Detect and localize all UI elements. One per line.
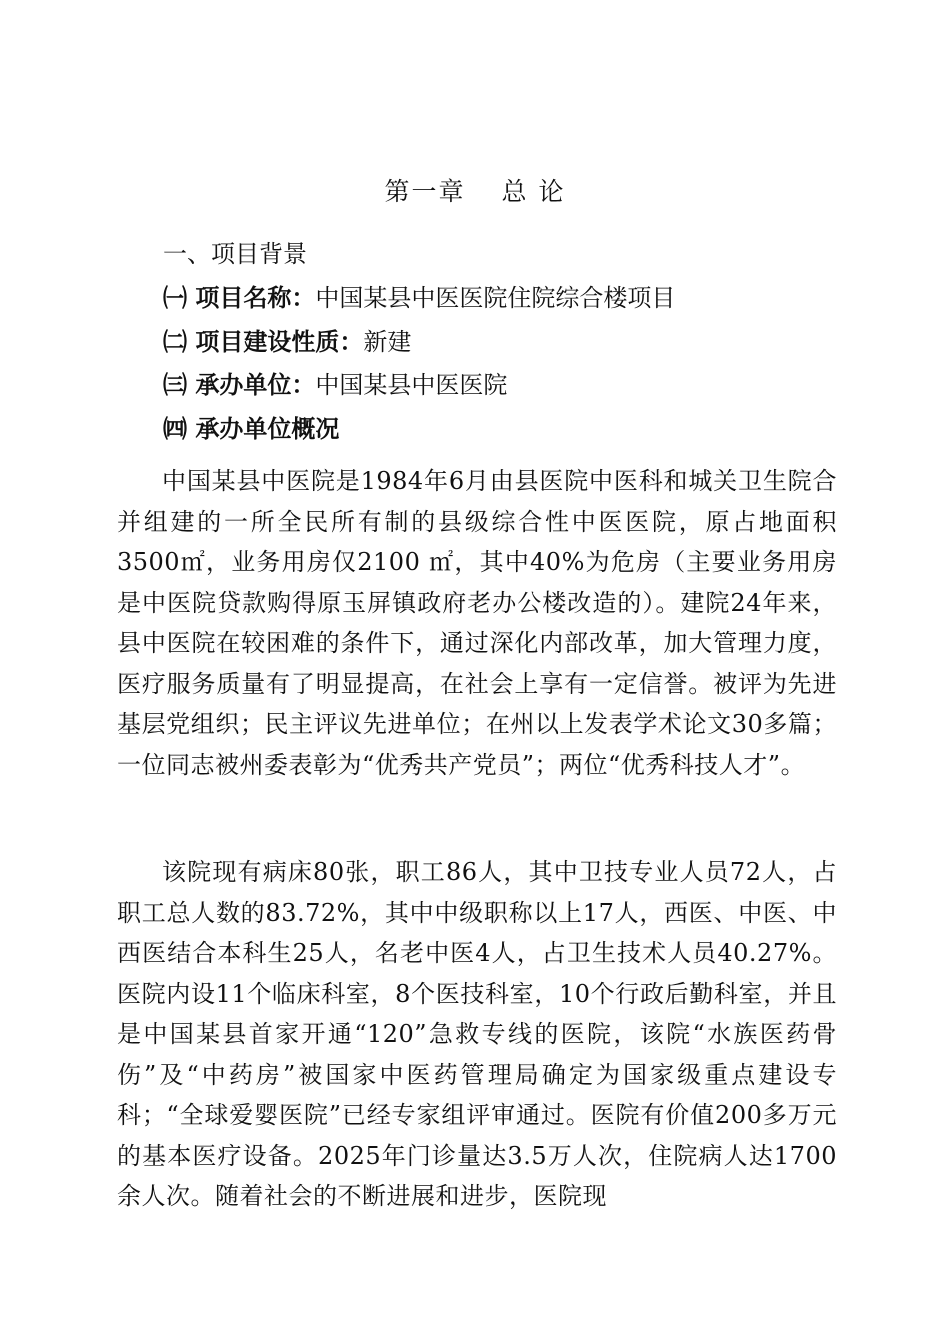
- body-paragraph: [117, 852, 837, 1217]
- chapter-title: [0, 172, 950, 212]
- item-label: ㈠ 项目名称：: [163, 283, 316, 312]
- section-heading: 一、项目背景: [163, 240, 307, 268]
- body-paragraph: [117, 461, 837, 785]
- paragraph-text: 该院现有病床80张，职工86人，其中卫技专业人员72人，占职工总人数的83.72%，其中中级职称以上17人，西医、中医、中西医结合本科生25人，名老中医4人，占卫生技术人员40.27%。医院内设11个临床科室，8个医技科室，10个行政后勤科室，并且是中国某县首家开通“120”急救专线的医院，该院“水族医药骨伤”及“中药房”被国家中医药管理局确定为国家级重点建设专科；“全球爱婴医院”已经专家组评审通过。医院有价值200多万元的基本医疗设备。2025年门诊量达3.5万人次，住院病人达1700余人次。随着社会的不断进展和进步，医院现: [117, 858, 837, 1210]
- item-label: ㈣ 承办单位概况: [163, 414, 340, 443]
- item-label: ㈢ 承办单位：: [163, 370, 316, 399]
- item-construction-nature: [163, 322, 411, 362]
- item-host-unit-overview: [163, 409, 339, 449]
- item-value: 中国某县中医医院: [315, 371, 508, 399]
- chapter-name: 总 论: [501, 177, 566, 206]
- item-project-name: [163, 278, 675, 318]
- item-host-unit: [163, 365, 507, 405]
- item-value: 新建: [363, 328, 412, 356]
- paragraph-text: 中国某县中医院是1984年6月由县医院中医科和城关卫生院合并组建的一所全民所有制的县级综合性中医医院，原占地面积3500㎡，业务用房仅2100 ㎡，其中40%为危房（主要业务用房是中医院贷款购得原玉屏镇政府老办公楼改造的）。建院24年来，县中医院在较困难的条件下，通过深化内部改革，加大管理力度，医疗服务质量有了明显提高，在社会上享有一定信誉。被评为先进基层党组织；民主评议先进单位；在州以上发表学术论文30多篇；一位同志被州委表彰为“优秀共产党员”；两位“优秀科技人才”。: [117, 467, 837, 779]
- item-value: 中国某县中医医院住院综合楼项目: [315, 284, 676, 312]
- chapter-number: 第一章: [384, 177, 466, 206]
- item-label: ㈡ 项目建设性质：: [163, 327, 364, 356]
